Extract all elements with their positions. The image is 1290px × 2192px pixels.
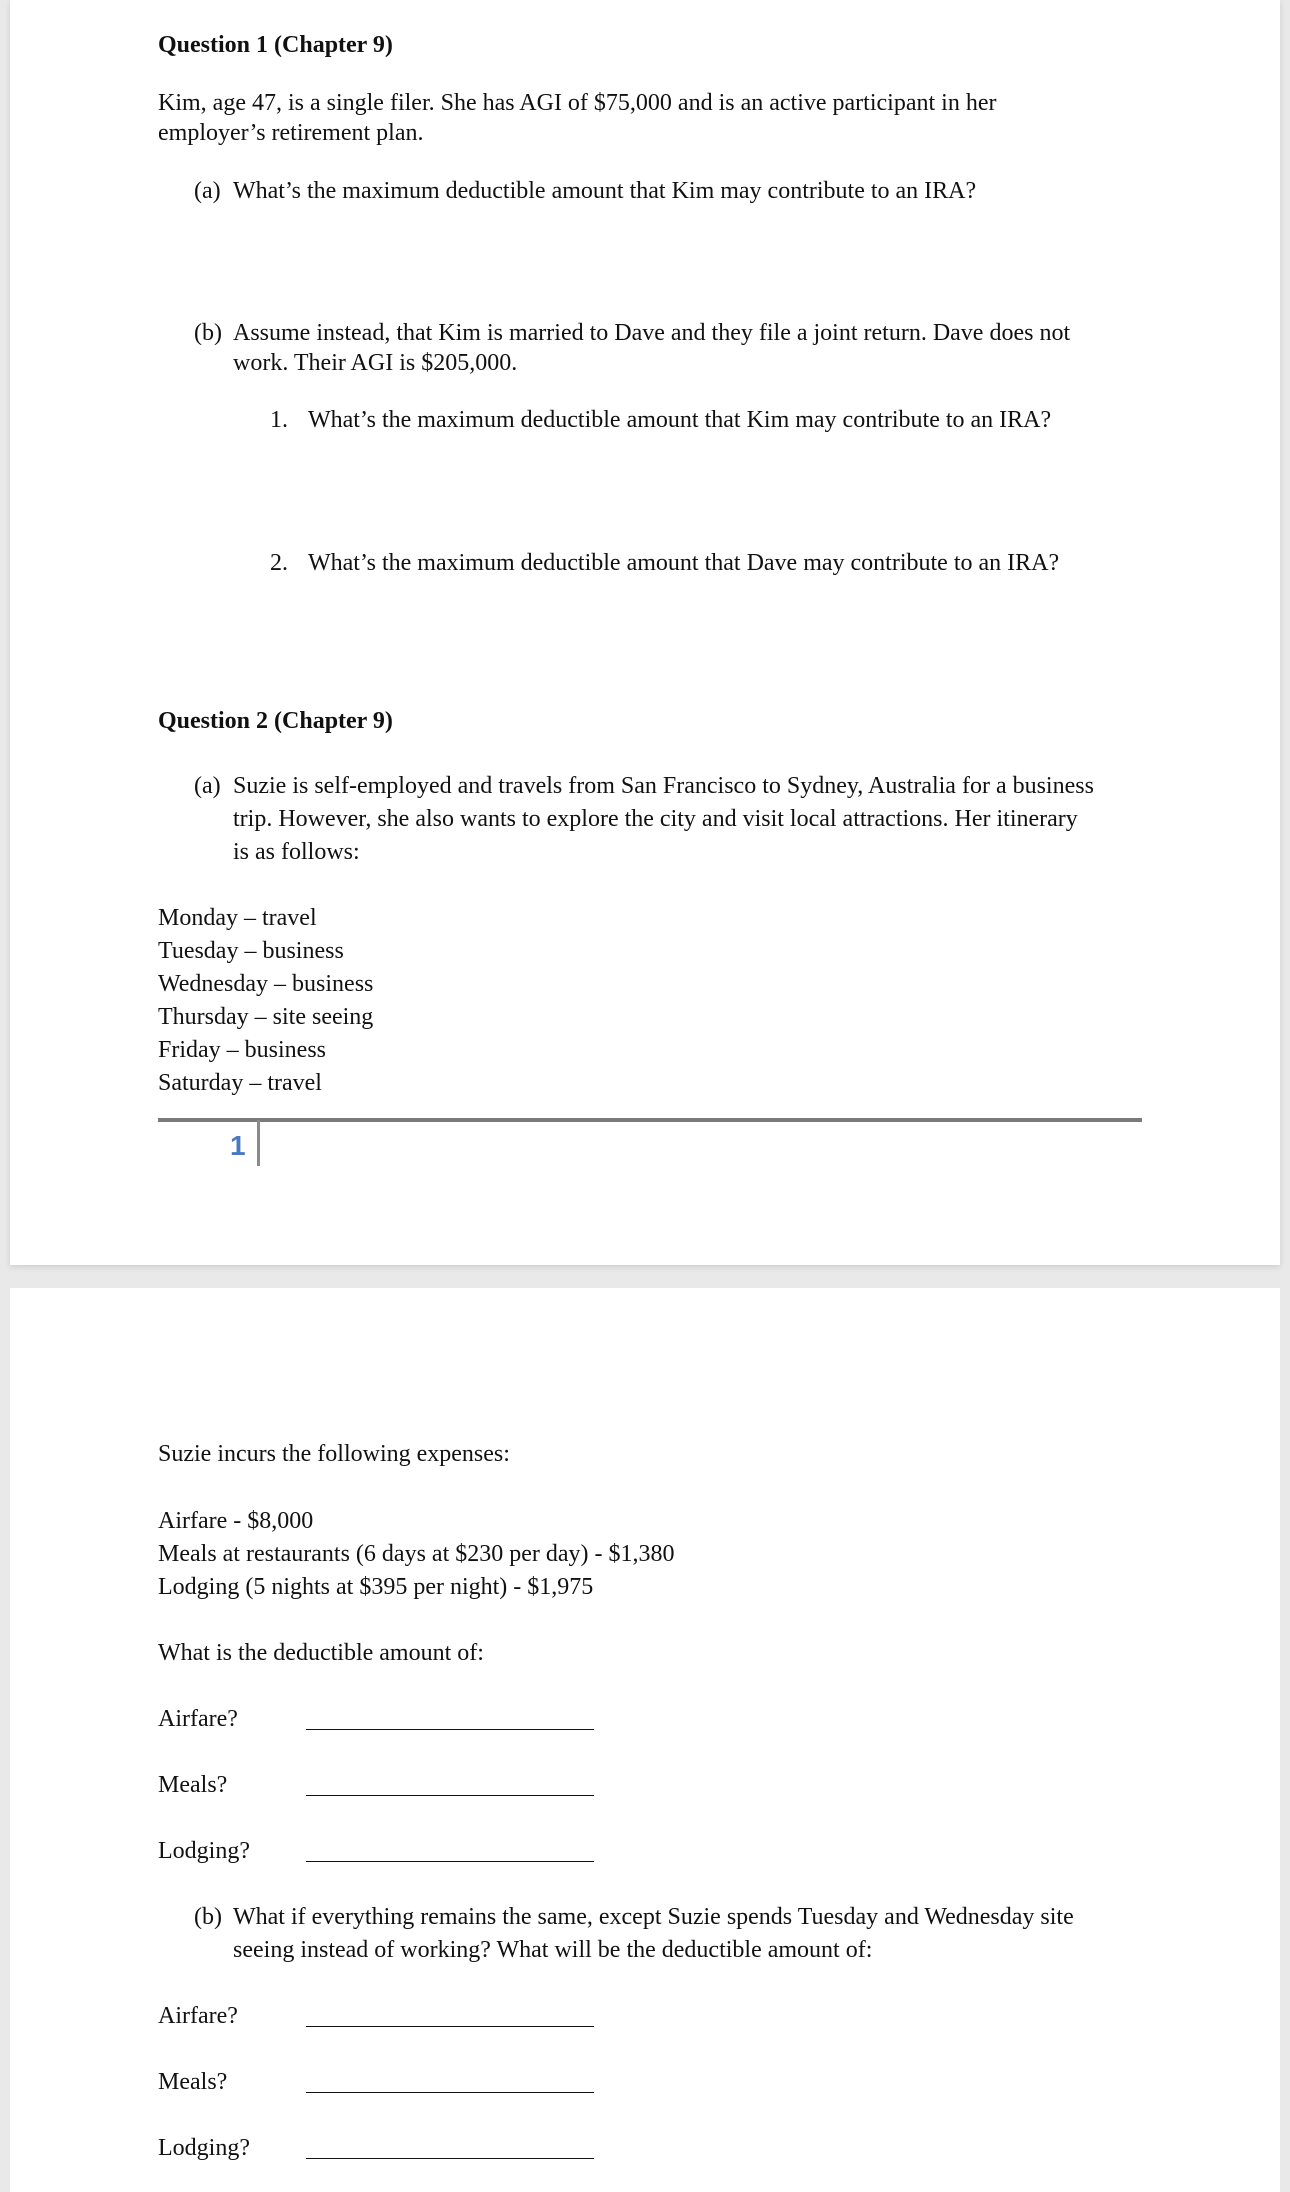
answer-blank-meals[interactable] [306,1795,594,1796]
q1-sub-1-text: What’s the maximum deductible amount that Kim may contribute to an IRA? [308,407,1052,433]
expense-item: Lodging (5 nights at $395 per night) - $1,975 [158,1574,594,1600]
q2-part-a-line-1: Suzie is self-employed and travels from San Francisco to Sydney, Australia for a business [233,773,1094,799]
deductible-prompt: What is the deductible amount of: [158,1640,484,1666]
itinerary-item: Monday – travel [158,905,317,931]
answer-label-airfare: Airfare? [158,1706,238,1732]
question-2-heading: Question 2 (Chapter 9) [158,708,393,734]
answer-label-lodging-b: Lodging? [158,2135,250,2161]
q1-sub-2-label: 2. [270,550,288,576]
itinerary-item: Tuesday – business [158,938,344,964]
document-page-1 [10,0,1280,1265]
q2-part-a-label: (a) [194,773,221,799]
answer-blank-lodging[interactable] [306,1861,594,1862]
q1-intro-line-2: employer’s retirement plan. [158,120,424,146]
q2-part-a-line-3: is as follows: [233,839,360,865]
document-page-2 [10,1288,1280,2192]
q1-sub-1-label: 1. [270,407,288,433]
itinerary-item: Friday – business [158,1037,326,1063]
expenses-intro: Suzie incurs the following expenses: [158,1441,510,1467]
q2-part-a-line-2: trip. However, she also wants to explore the city and visit local attractions. Her itinerary [233,806,1078,832]
itinerary-item: Wednesday – business [158,971,374,997]
q1-part-a-label: (a) [194,178,221,204]
answer-blank-meals-b[interactable] [306,2092,594,2093]
answer-label-lodging: Lodging? [158,1838,250,1864]
q2-part-b-label: (b) [194,1904,222,1930]
q1-sub-2-text: What’s the maximum deductible amount that Dave may contribute to an IRA? [308,550,1060,576]
expense-item: Meals at restaurants (6 days at $230 per day) - $1,380 [158,1541,675,1567]
expense-item: Airfare - $8,000 [158,1508,314,1534]
q1-part-a-text: What’s the maximum deductible amount that Kim may contribute to an IRA? [233,178,977,204]
footer-divider [158,1118,1142,1122]
answer-label-meals-b: Meals? [158,2069,228,2095]
itinerary-item: Thursday – site seeing [158,1004,374,1030]
answer-blank-airfare[interactable] [306,1729,594,1730]
text-cursor [257,1120,260,1166]
q2-part-b-line-2: seeing instead of working? What will be the deductible amount of: [233,1937,873,1963]
q1-part-b-label: (b) [194,320,222,346]
answer-blank-airfare-b[interactable] [306,2026,594,2027]
q1-intro-line-1: Kim, age 47, is a single filer. She has AGI of $75,000 and is an active participant in her [158,90,997,116]
q1-part-b-line-1: Assume instead, that Kim is married to Dave and they file a joint return. Dave does not [233,320,1071,346]
q1-part-b-line-2: work. Their AGI is $205,000. [233,350,518,376]
answer-label-airfare-b: Airfare? [158,2003,238,2029]
answer-label-meals: Meals? [158,1772,228,1798]
page-number: 1 [230,1130,246,1161]
q2-part-b-line-1: What if everything remains the same, except Suzie spends Tuesday and Wednesday site [233,1904,1074,1930]
question-1-heading: Question 1 (Chapter 9) [158,32,393,58]
answer-blank-lodging-b[interactable] [306,2158,594,2159]
itinerary-item: Saturday – travel [158,1070,322,1096]
